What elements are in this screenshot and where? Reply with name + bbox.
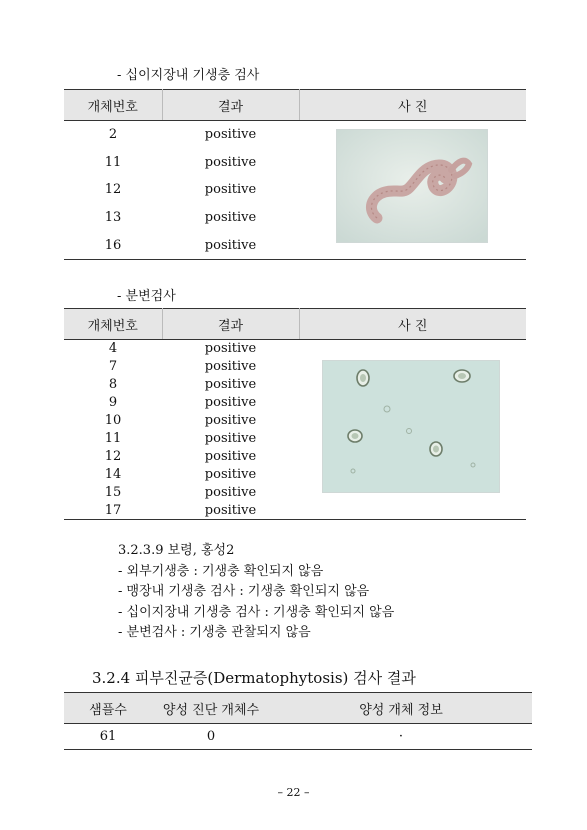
cell-result: positive [204, 431, 257, 446]
worm-image [337, 130, 487, 242]
table-row [64, 724, 532, 750]
cell-id: 4 [108, 341, 118, 357]
cell-id: 7 [108, 359, 118, 374]
cell-result: positive [204, 341, 257, 357]
note-line: - 맹장내 기생충 검사 : 기생충 확인되지 않음 [118, 584, 370, 599]
table-header-row [64, 90, 526, 121]
header-photo: 사 진 [299, 90, 526, 121]
header-positive-count: 양성 진단 개체수 [152, 693, 270, 724]
cell-result: positive [204, 395, 257, 410]
table-row [64, 502, 526, 520]
cell-id: 10 [104, 413, 122, 428]
cell-result: positive [204, 210, 257, 226]
notes-heading: 3.2.3.9 보령, 홍성2 [118, 543, 235, 558]
header-positive-info: 양성 개체 정보 [270, 693, 532, 724]
cell-id: 14 [104, 467, 122, 482]
section-title-dermatophytosis: 3.2.4 피부진균증(Dermatophytosis) 검사 결과 [92, 669, 416, 687]
cell-result: positive [204, 127, 257, 143]
cell-id: 12 [104, 449, 122, 464]
notes-block [118, 541, 394, 644]
cell-result: positive [204, 449, 257, 464]
cell-result: positive [204, 359, 257, 374]
cell-result: positive [204, 413, 257, 428]
cell-id: 15 [104, 485, 122, 500]
note-line: - 분변검사 : 기생충 관찰되지 않음 [118, 625, 311, 640]
cell-positive-info: · [270, 724, 532, 750]
cell-id: 13 [104, 210, 122, 226]
header-id: 개체번호 [64, 309, 162, 340]
cell-result: positive [204, 467, 257, 482]
cell-id: 16 [64, 232, 162, 260]
header-photo: 사 진 [299, 309, 526, 340]
egg-photo [322, 360, 500, 493]
cell-samples: 61 [64, 724, 152, 750]
header-samples: 샘플수 [64, 693, 152, 724]
cell-photo [299, 502, 526, 520]
cell-result: positive [162, 232, 299, 260]
cell-id: 11 [104, 431, 122, 446]
section-label-fecal: - 분변검사 [117, 289, 176, 304]
note-line: - 외부기생충 : 기생충 확인되지 않음 [118, 563, 324, 579]
cell-id: 9 [108, 395, 118, 410]
dermatophytosis-table [64, 692, 532, 750]
cell-id: 8 [108, 377, 118, 392]
cell-id: 11 [104, 154, 122, 170]
cell-positive-count: 0 [152, 724, 270, 750]
cell-id: 17 [64, 502, 162, 520]
page-number: – 22 – [277, 786, 310, 799]
note-line: - 십이지장내 기생충 검사 : 기생충 확인되지 않음 [118, 604, 395, 620]
worm-photo [336, 129, 488, 243]
cell-photo [299, 340, 526, 358]
table-header-row [64, 693, 532, 724]
section-label-duodenum: - 십이지장내 기생충 검사 [117, 68, 260, 83]
cell-id: 2 [108, 127, 118, 143]
cell-result: positive [162, 502, 299, 520]
cell-result: positive [204, 154, 257, 170]
table-header-row [64, 309, 526, 340]
parasite-eggs-image [323, 361, 499, 492]
cell-result: positive [204, 182, 257, 198]
table-row [64, 340, 526, 358]
header-result: 결과 [162, 309, 299, 340]
header-result: 결과 [162, 90, 299, 121]
cell-id: 12 [104, 182, 122, 198]
cell-result: positive [204, 485, 257, 500]
header-id: 개체번호 [64, 90, 162, 121]
cell-result: positive [204, 377, 257, 392]
